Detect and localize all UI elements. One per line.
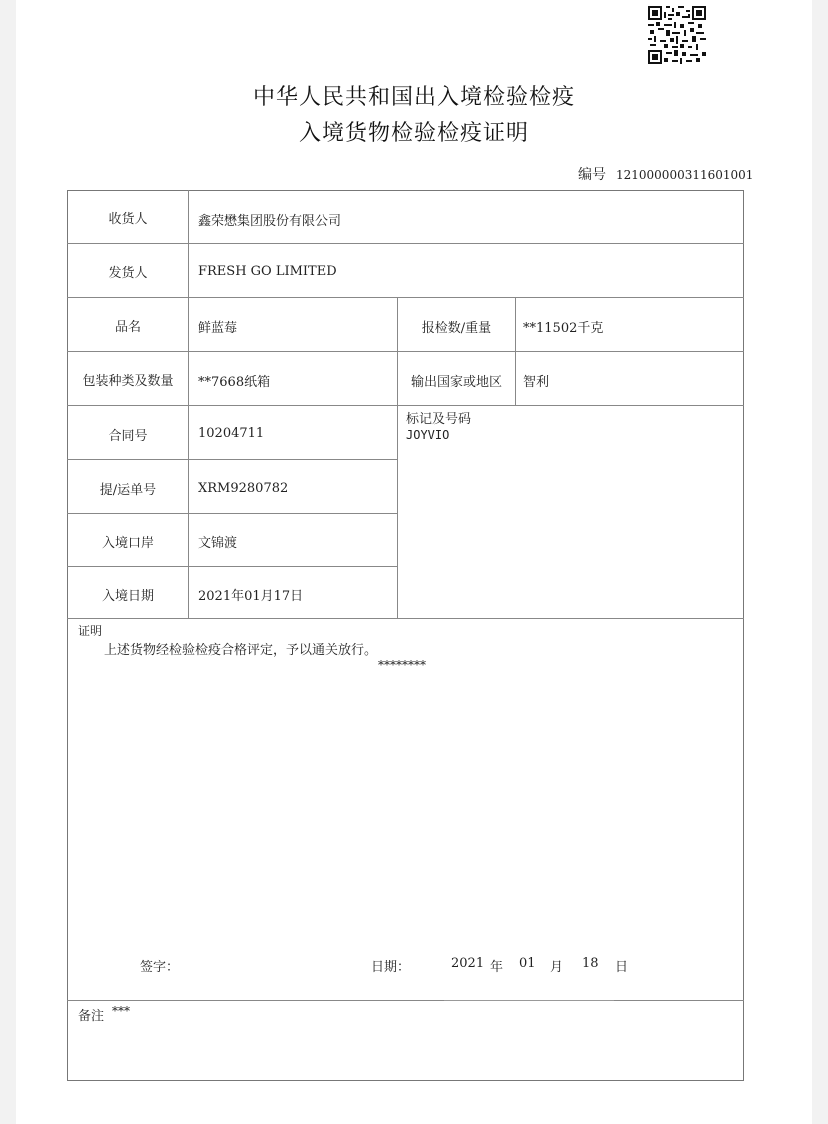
signature-label: 签字： <box>140 960 180 975</box>
sign-year-unit: 年 <box>490 960 504 975</box>
certification-statement: 上述货物经检验检疫合格评定，予以通关放行。 <box>104 643 378 658</box>
quantity-value: **11502千克 <box>523 321 604 336</box>
rule <box>67 513 398 514</box>
date-underline <box>444 1000 614 1001</box>
marks-value: JOYVIO <box>406 428 450 442</box>
rule <box>67 351 744 352</box>
remarks-label: 备注 <box>78 1009 105 1024</box>
entry-date-value: 2021年01月17日 <box>198 589 304 604</box>
rule <box>188 190 189 618</box>
rule <box>67 405 744 406</box>
packing-label: 包装种类及数量 <box>82 374 174 389</box>
consignor-label: 发货人 <box>108 266 148 281</box>
contract-label: 合同号 <box>108 429 148 444</box>
rule <box>67 566 398 567</box>
certification-stars: ******** <box>378 658 426 672</box>
sign-month: 01 <box>519 956 536 971</box>
qr-code <box>648 6 706 64</box>
quantity-label: 报检数/重量 <box>421 321 492 336</box>
serial-value: 121000000311601001 <box>616 168 754 182</box>
sign-year: 2021 <box>451 956 485 971</box>
certification-label: 证明 <box>78 624 103 638</box>
bill-value: XRM9280782 <box>198 481 289 496</box>
remarks-value: *** <box>112 1004 130 1018</box>
packing-value: **7668纸箱 <box>198 375 271 390</box>
serial-label: 编号 <box>578 167 606 183</box>
rule <box>515 297 516 405</box>
rule <box>67 243 744 244</box>
sign-month-unit: 月 <box>550 960 564 975</box>
port-label: 入境口岸 <box>101 536 154 551</box>
entry-date-label: 入境日期 <box>101 589 154 604</box>
serial-number <box>578 164 753 184</box>
port-value: 文锦渡 <box>198 536 238 551</box>
bill-label: 提/运单号 <box>99 483 157 498</box>
marks-label: 标记及号码 <box>406 412 472 427</box>
rule <box>67 618 744 619</box>
contract-value: 10204711 <box>198 426 265 441</box>
consignor-value: FRESH GO LIMITED <box>198 264 337 279</box>
sign-day: 18 <box>582 956 599 971</box>
rule <box>67 459 398 460</box>
rule <box>397 297 398 618</box>
document-subtitle: 入境货物检验检疫证明 <box>298 121 529 146</box>
product-value: 鲜蓝莓 <box>198 321 238 336</box>
document-title: 中华人民共和国出入境检验检疫 <box>252 85 575 110</box>
consignee-label: 收货人 <box>108 212 148 227</box>
origin-label: 输出国家或地区 <box>410 375 502 390</box>
rule <box>67 1000 744 1001</box>
origin-value: 智利 <box>523 375 550 390</box>
consignee-value: 鑫荣懋集团股份有限公司 <box>198 214 342 229</box>
sign-date-label: 日期： <box>371 960 411 975</box>
rule <box>67 297 744 298</box>
sign-day-unit: 日 <box>615 960 629 975</box>
product-label: 品名 <box>114 320 141 335</box>
